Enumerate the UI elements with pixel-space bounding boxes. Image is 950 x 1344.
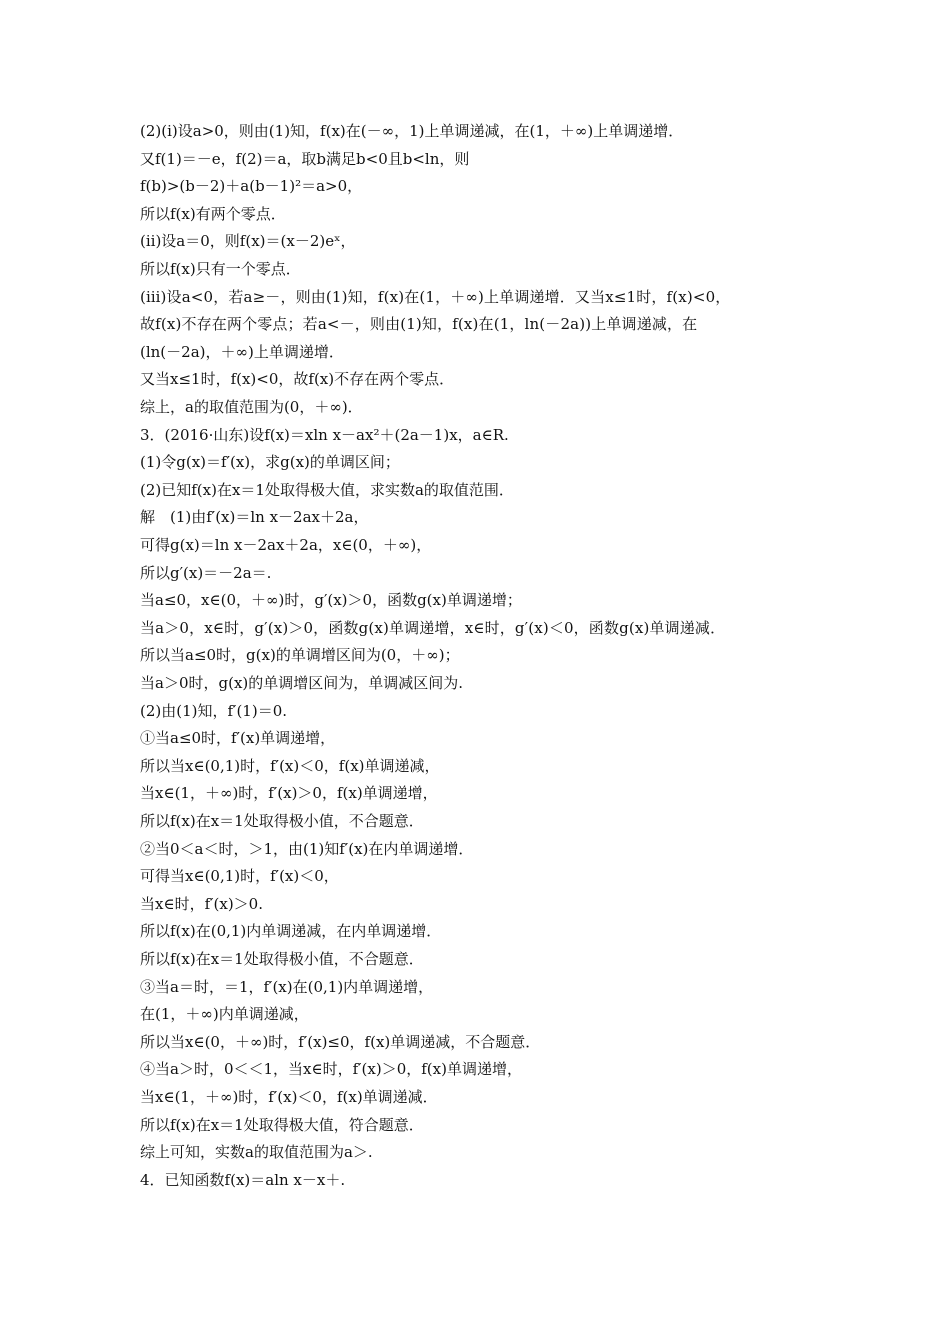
text-line: 故f(x)不存在两个零点；若a<－，则由(1)知，f(x)在(1，ln(－2a))上单调递减，在 bbox=[140, 315, 698, 333]
text-line: 当a＞0，x∈时，g′(x)＞0，函数g(x)单调递增，x∈时，g′(x)＜0，函数g(x)单调递减． bbox=[140, 619, 726, 637]
text-line: 所以f(x)有两个零点． bbox=[140, 205, 286, 223]
text-line: 又当x≤1时，f(x)<0，故f(x)不存在两个零点． bbox=[140, 370, 455, 388]
text-line: 当x∈时，f′(x)＞0. bbox=[140, 895, 263, 913]
text-line: 当a≤0，x∈(0，＋∞)时，g′(x)＞0，函数g(x)单调递增； bbox=[140, 591, 522, 609]
text-line: (ln(－2a)，＋∞)上单调递增． bbox=[140, 343, 344, 361]
text-line: ①当a≤0时，f′(x)单调递增， bbox=[140, 729, 336, 747]
text-line: 又f(1)＝－e，f(2)＝a，取b满足b<0且b<ln，则 bbox=[140, 150, 470, 168]
text-line: (ⅲ)设a<0，若a≥－，则由(1)知，f(x)在(1，＋∞)上单调递增．又当x≤1时，f(x)<0， bbox=[140, 288, 731, 306]
text-line: 所以f(x)在x＝1处取得极小值，不合题意． bbox=[140, 950, 424, 968]
text-line: f(b)>(b－2)＋a(b－1)²＝a>0， bbox=[140, 177, 363, 195]
text-line: 当x∈(1，＋∞)时，f′(x)＞0，f(x)单调递增， bbox=[140, 784, 438, 802]
text-line: (1)令g(x)＝f′(x)，求g(x)的单调区间； bbox=[140, 453, 400, 471]
text-line: 3．(2016·山东)设f(x)＝xln x－ax²＋(2a－1)x，a∈R. bbox=[140, 426, 509, 444]
text-line: 所以f(x)在(0,1)内单调递减，在内单调递增． bbox=[140, 922, 442, 940]
text-line: 可得g(x)＝ln x－2ax＋2a，x∈(0，＋∞)， bbox=[140, 536, 432, 554]
text-line: 所以f(x)只有一个零点． bbox=[140, 260, 301, 278]
text-line: 4．已知函数f(x)＝aln x－x＋. bbox=[140, 1171, 346, 1189]
text-line: ②当0＜a＜时，＞1，由(1)知f′(x)在内单调递增． bbox=[140, 840, 474, 858]
text-line: 所以当a≤0时，g(x)的单调增区间为(0，＋∞)； bbox=[140, 646, 460, 664]
text-line: 综上，a的取值范围为(0，＋∞)． bbox=[140, 398, 363, 416]
text-line: ③当a＝时，＝1，f′(x)在(0,1)内单调递增， bbox=[140, 978, 434, 996]
text-line: 所以当x∈(0,1)时，f′(x)＜0，f(x)单调递减， bbox=[140, 757, 440, 775]
text-line: ④当a＞时，0＜＜1，当x∈时，f′(x)＞0，f(x)单调递增， bbox=[140, 1060, 522, 1078]
text-line: (ⅱ)设a＝0，则f(x)＝(x－2)eˣ， bbox=[140, 232, 356, 250]
text-line: 解 (1)由f′(x)＝ln x－2ax＋2a， bbox=[140, 508, 369, 526]
text-line: 综上可知，实数a的取值范围为a＞. bbox=[140, 1143, 373, 1161]
text-line: 当a＞0时，g(x)的单调增区间为，单调减区间为. bbox=[140, 674, 464, 692]
text-line: 所以g′(x)＝－2a＝. bbox=[140, 564, 272, 582]
text-line: 所以f(x)在x＝1处取得极小值，不合题意． bbox=[140, 812, 424, 830]
text-line: 可得当x∈(0,1)时，f′(x)＜0， bbox=[140, 867, 339, 885]
text-line: 所以f(x)在x＝1处取得极大值，符合题意． bbox=[140, 1116, 424, 1134]
text-line: (2)(ⅰ)设a>0，则由(1)知，f(x)在(－∞，1)上单调递减，在(1，＋∞)上单调递增． bbox=[140, 122, 684, 140]
text-line: 当x∈(1，＋∞)时，f′(x)＜0，f(x)单调递减． bbox=[140, 1088, 438, 1106]
text-line: 在(1，＋∞)内单调递减， bbox=[140, 1005, 309, 1023]
text-line: (2)已知f(x)在x＝1处取得极大值，求实数a的取值范围． bbox=[140, 481, 514, 499]
text-line: (2)由(1)知，f′(1)＝0. bbox=[140, 702, 288, 720]
text-line: 所以当x∈(0，＋∞)时，f′(x)≤0，f(x)单调递减，不合题意． bbox=[140, 1033, 541, 1051]
